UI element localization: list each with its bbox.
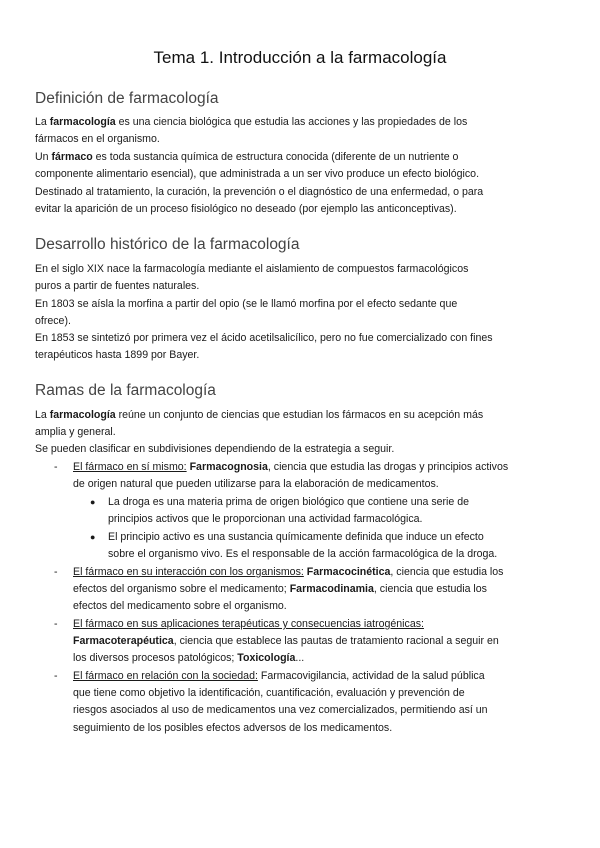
- list-item-line: seguimiento de los posibles efectos adversos de los medicamentos.: [73, 722, 393, 734]
- bullet-dot-icon: ●: [90, 497, 96, 507]
- paragraph-line: puros a partir de fuentes naturales.: [35, 280, 200, 292]
- paragraph-line: evitar la aparición de un proceso fisiológico no deseado (por ejemplo las anticonceptivas).: [35, 203, 457, 215]
- paragraph-line: Destinado al tratamiento, la curación, la prevención o el diagnóstico de una enfermedad, o para: [35, 186, 484, 198]
- dash-bullet: -: [54, 618, 58, 630]
- list-item: El fármaco en sus aplicaciones terapéuticas y consecuencias iatrogénicas:: [73, 618, 424, 630]
- section-heading-historia: Desarrollo histórico de la farmacología: [35, 236, 300, 253]
- list-item-line: los diversos procesos patológicos; Toxicología...: [73, 652, 305, 664]
- sub-list-item-line: principios activos que le proporcionan una actividad farmacológica.: [108, 513, 423, 525]
- paragraph-line: La farmacología reúne un conjunto de ciencias que estudian los fármacos en su acepción más: [35, 409, 484, 421]
- list-item-line: efectos del medicamento sobre el organismo.: [73, 600, 287, 612]
- dash-bullet: -: [54, 461, 58, 473]
- list-item-line: que tiene como objetivo la identificación, cuantificación, evaluación y prevención de: [73, 687, 465, 699]
- paragraph-line: En 1803 se aísla la morfina a partir del opio (se le llamó morfina por el efecto sedante que: [35, 298, 458, 310]
- paragraph-line: La farmacología es una ciencia biológica que estudia las acciones y las propiedades de los: [35, 116, 468, 128]
- sub-list-item-line: sobre el organismo vivo. Es el responsable de la acción farmacológica de la droga.: [108, 548, 498, 560]
- page-title: Tema 1. Introducción a la farmacología: [153, 48, 447, 67]
- paragraph-line: ofrece).: [35, 315, 71, 327]
- paragraph-line: amplia y general.: [35, 426, 116, 438]
- dash-bullet: -: [54, 670, 58, 682]
- list-item: El fármaco en sí mismo: Farmacognosia, ciencia que estudia las drogas y principios activos: [73, 461, 509, 473]
- paragraph-line: En el siglo XIX nace la farmacología mediante el aislamiento de compuestos farmacológicos: [35, 263, 469, 275]
- dash-bullet: -: [54, 566, 58, 578]
- paragraph-line: Se pueden clasificar en subdivisiones dependiendo de la estrategia a seguir.: [35, 443, 395, 455]
- section-heading-definicion: Definición de farmacología: [35, 90, 219, 107]
- paragraph-line: terapéuticos hasta 1899 por Bayer.: [35, 349, 200, 361]
- list-item-line: riesgos asociados al uso de medicamentos una vez comercializados, permitiendo así un: [73, 704, 488, 716]
- list-item: El fármaco en su interacción con los organismos: Farmacocinética, ciencia que estudia los: [73, 566, 504, 578]
- paragraph-line: En 1853 se sintetizó por primera vez el ácido acetilsalicílico, pero no fue comercializado con fines: [35, 332, 493, 344]
- list-item: El fármaco en relación con la sociedad: Farmacovigilancia, actividad de la salud pública: [73, 670, 485, 682]
- bullet-dot-icon: ●: [90, 532, 96, 542]
- paragraph-line: Un fármaco es toda sustancia química de estructura conocida (diferente de un nutriente o: [35, 151, 459, 163]
- sub-list-item: La droga es una materia prima de origen biológico que contiene una serie de: [108, 496, 470, 508]
- paragraph-line: componente alimentario esencial), que administrada a un ser vivo produce un efecto biológico.: [35, 168, 480, 180]
- list-item-line: Farmacoterapéutica, ciencia que establece las pautas de tratamiento racional a seguir en: [73, 635, 499, 647]
- paragraph-line: fármacos en el organismo.: [35, 133, 160, 145]
- list-item-line: de origen natural que pueden utilizarse para la elaboración de medicamentos.: [73, 478, 439, 490]
- list-item-line: efectos del organismo sobre el medicamento; Farmacodinamia, ciencia que estudia los: [73, 583, 487, 595]
- section-heading-ramas: Ramas de la farmacología: [35, 382, 216, 399]
- sub-list-item: El principio activo es una sustancia químicamente definida que induce un efecto: [108, 531, 484, 543]
